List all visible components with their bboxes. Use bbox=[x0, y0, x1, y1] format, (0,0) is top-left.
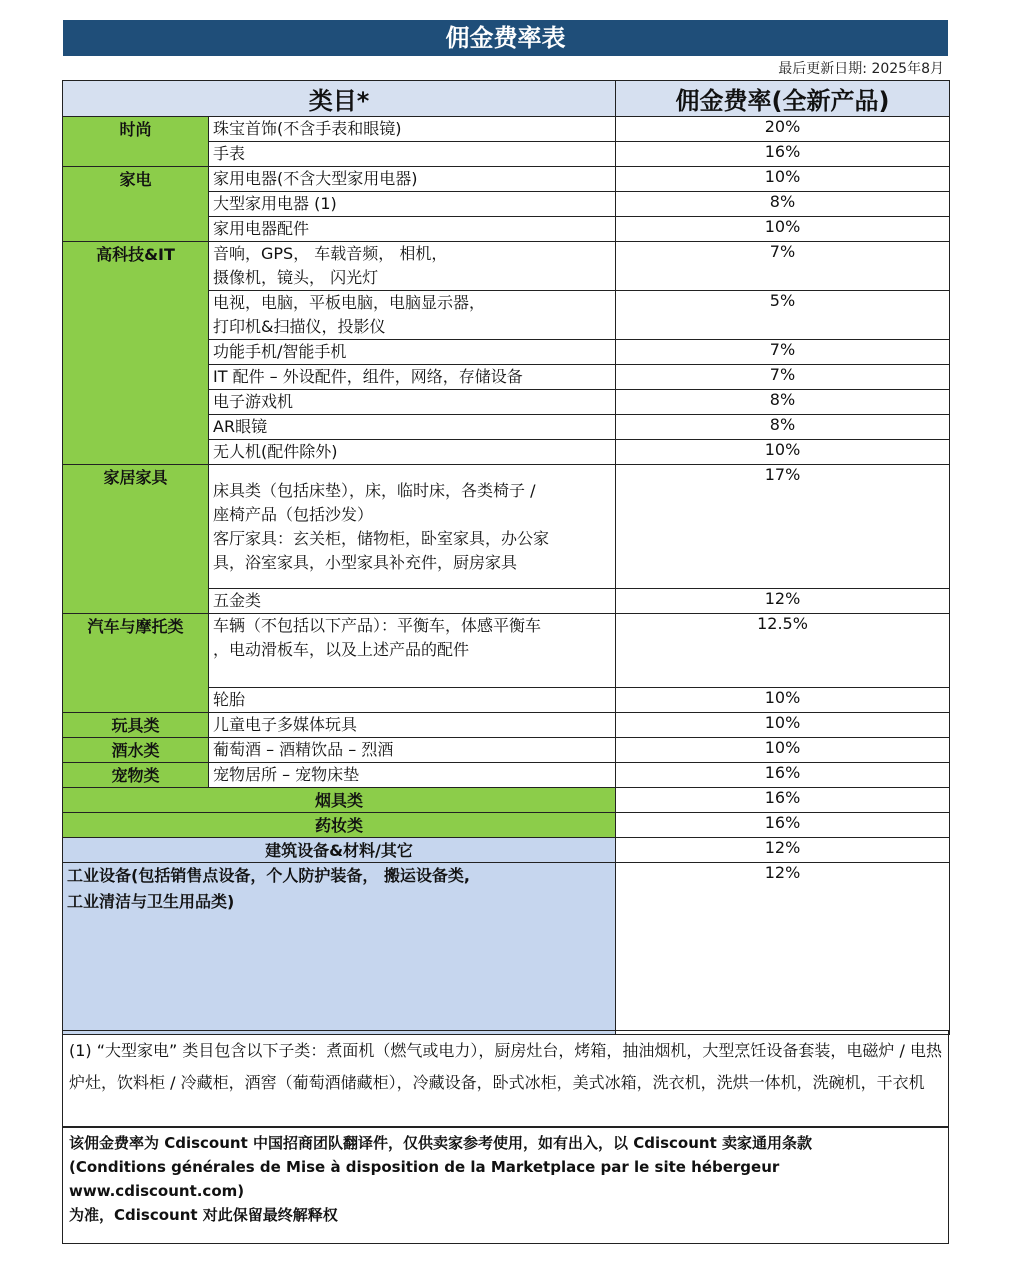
rate-cell: 12.5% bbox=[616, 614, 950, 688]
table-row bbox=[63, 813, 950, 838]
subcategory-cell: 电子游戏机 bbox=[209, 390, 616, 415]
subcategory-cell: 五金类 bbox=[209, 589, 616, 614]
category-cell: 家电 bbox=[63, 167, 209, 242]
rate-cell: 10% bbox=[616, 217, 950, 242]
rate-cell: 10% bbox=[616, 713, 950, 738]
table-row bbox=[63, 614, 950, 688]
subcategory-cell: 床具类（包括床垫），床，临时床，各类椅子 / 座椅产品（包括沙发） 客厅家具：玄关柜，储物柜，卧室家具，办公家 具，浴室家具，小型家具补充件，厨房家具 bbox=[209, 465, 616, 589]
subcategory-cell: 电视，电脑，平板电脑，电脑显示器， 打印机&扫描仪，投影仪 bbox=[209, 291, 616, 340]
rate-cell: 8% bbox=[616, 192, 950, 217]
header-category: 类目* bbox=[63, 81, 616, 117]
subcategory-cell: 珠宝首饰(不含手表和眼镜) bbox=[209, 117, 616, 142]
table-row bbox=[63, 117, 950, 142]
subcategory-cell: 手表 bbox=[209, 142, 616, 167]
subcategory-cell: 功能手机/智能手机 bbox=[209, 340, 616, 365]
subcategory-cell: IT 配件 – 外设配件，组件，网络，存储设备 bbox=[209, 365, 616, 390]
table-row bbox=[63, 167, 950, 192]
category-span-cell: 药妆类 bbox=[63, 813, 616, 838]
rate-cell: 7% bbox=[616, 340, 950, 365]
table-row bbox=[63, 838, 950, 863]
subcategory-cell: 家用电器配件 bbox=[209, 217, 616, 242]
rate-cell: 7% bbox=[616, 365, 950, 390]
rate-cell: 20% bbox=[616, 117, 950, 142]
rate-cell: 10% bbox=[616, 440, 950, 465]
subcategory-cell: 音响，GPS， 车载音频， 相机， 摄像机，镜头， 闪光灯 bbox=[209, 242, 616, 291]
commission-table bbox=[62, 80, 950, 1035]
industrial-category-cell: 工业设备(包括销售点设备，个人防护装备， 搬运设备类, 工业清洁与卫生用品类) bbox=[63, 863, 616, 1035]
category-span-cell: 建筑设备&材料/其它 bbox=[63, 838, 616, 863]
page-title: 佣金费率表 bbox=[63, 20, 948, 56]
category-cell: 家居家具 bbox=[63, 465, 209, 614]
category-cell: 玩具类 bbox=[63, 713, 209, 738]
table-row bbox=[63, 242, 950, 291]
table-header-row bbox=[63, 81, 950, 117]
rate-cell: 12% bbox=[616, 838, 950, 863]
footnote: (1) “大型家电” 类目包含以下子类：煮面机（燃气或电力），厨房灶台，烤箱，抽油烟机，大型烹饪设备套装，电磁炉 / 电热炉灶，饮料柜 / 冷藏柜，酒窖（葡萄酒储藏柜），冷藏设备，卧式冰柜，美式冰箱，洗衣机，洗烘一体机，洗碗机，干衣机 bbox=[62, 1030, 949, 1128]
category-cell: 酒水类 bbox=[63, 738, 209, 763]
rate-cell: 8% bbox=[616, 415, 950, 440]
table-row bbox=[63, 788, 950, 813]
subcategory-cell: 儿童电子多媒体玩具 bbox=[209, 713, 616, 738]
table-row bbox=[63, 763, 950, 788]
rate-cell: 7% bbox=[616, 242, 950, 291]
rate-cell: 16% bbox=[616, 788, 950, 813]
category-cell: 宠物类 bbox=[63, 763, 209, 788]
table-row bbox=[63, 863, 950, 1035]
table-row bbox=[63, 465, 950, 589]
rate-cell: 17% bbox=[616, 465, 950, 589]
rate-cell: 16% bbox=[616, 142, 950, 167]
subcategory-cell: 宠物居所 – 宠物床垫 bbox=[209, 763, 616, 788]
category-cell: 时尚 bbox=[63, 117, 209, 167]
rate-cell: 12% bbox=[616, 589, 950, 614]
subcategory-cell: 家用电器(不含大型家用电器) bbox=[209, 167, 616, 192]
table-row bbox=[63, 713, 950, 738]
rate-cell: 10% bbox=[616, 167, 950, 192]
subcategory-cell: 车辆（不包括以下产品）：平衡车，体感平衡车 ，电动滑板车，以及上述产品的配件 bbox=[209, 614, 616, 688]
table-row bbox=[63, 738, 950, 763]
subcategory-cell: 无人机(配件除外) bbox=[209, 440, 616, 465]
rate-cell: 16% bbox=[616, 763, 950, 788]
subcategory-cell: 大型家用电器 (1) bbox=[209, 192, 616, 217]
category-cell: 汽车与摩托类 bbox=[63, 614, 209, 713]
subcategory-cell: AR眼镜 bbox=[209, 415, 616, 440]
last-updated: 最后更新日期: 2025年8月 bbox=[778, 61, 944, 77]
rate-cell: 10% bbox=[616, 688, 950, 713]
header-rate: 佣金费率(全新产品) bbox=[616, 81, 950, 117]
category-span-cell: 烟具类 bbox=[63, 788, 616, 813]
rate-cell: 8% bbox=[616, 390, 950, 415]
rate-cell: 5% bbox=[616, 291, 950, 340]
disclaimer: 该佣金费率为 Cdiscount 中国招商团队翻译件，仅供卖家参考使用，如有出入，以 Cdiscount 卖家通用条款 (Conditions générales de Mise à disposition de la Marketplace par le site hébergeur www.cdiscount.com) 为准，Cdiscount 对此保留最终解释权 bbox=[62, 1126, 949, 1244]
rate-cell: 16% bbox=[616, 813, 950, 838]
category-cell: 高科技&IT bbox=[63, 242, 209, 465]
rate-cell: 10% bbox=[616, 738, 950, 763]
table-body bbox=[63, 117, 950, 1035]
subcategory-cell: 葡萄酒 – 酒精饮品 – 烈酒 bbox=[209, 738, 616, 763]
subcategory-cell: 轮胎 bbox=[209, 688, 616, 713]
rate-cell: 12% bbox=[616, 863, 950, 1035]
